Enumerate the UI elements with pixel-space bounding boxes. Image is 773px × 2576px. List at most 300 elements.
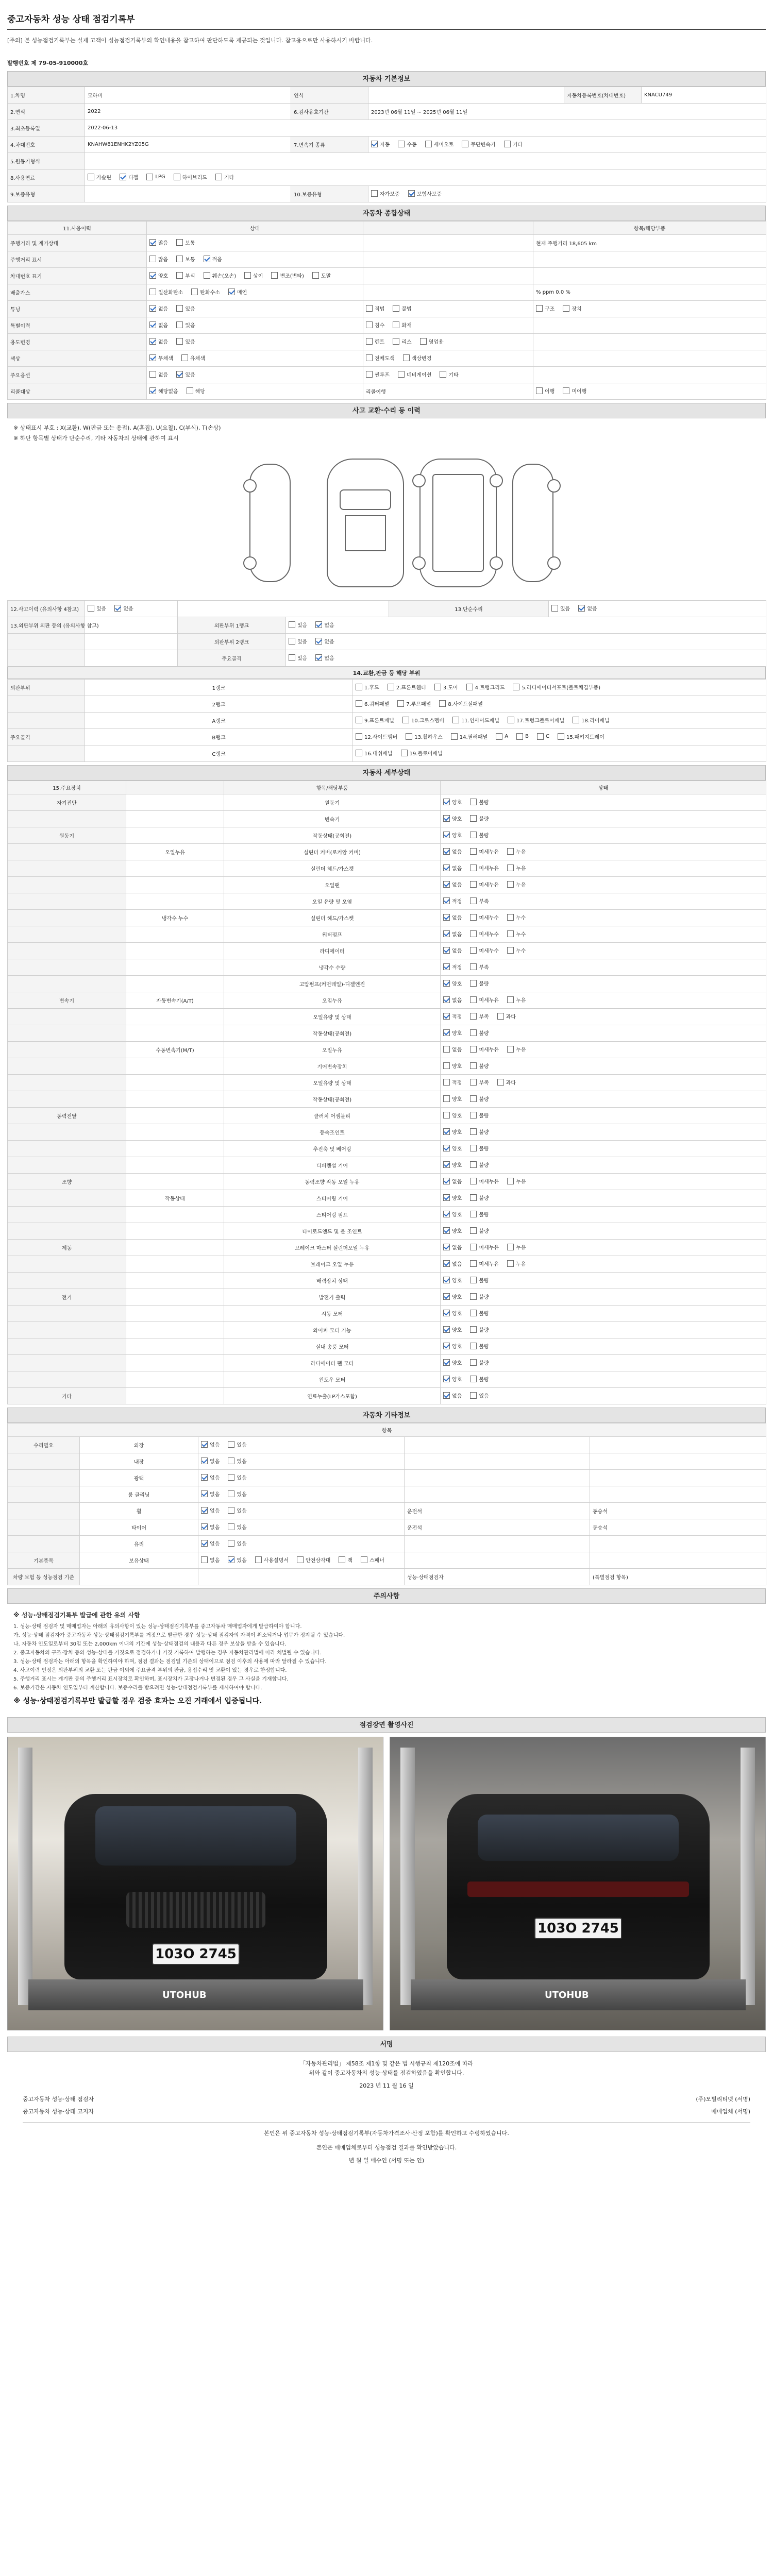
checkbox-icon[interactable] bbox=[443, 1293, 450, 1300]
checkbox-icon[interactable] bbox=[371, 190, 378, 197]
checkbox-icon[interactable] bbox=[443, 1128, 450, 1135]
checkbox-icon[interactable] bbox=[470, 897, 477, 904]
checkbox-icon[interactable] bbox=[470, 1376, 477, 1382]
detail-option[interactable] bbox=[507, 864, 526, 872]
checkbox-icon[interactable] bbox=[507, 881, 514, 888]
summary-option[interactable] bbox=[187, 387, 205, 395]
other-option[interactable] bbox=[228, 1539, 246, 1547]
detail-option[interactable] bbox=[507, 946, 526, 954]
other-option[interactable] bbox=[228, 1440, 246, 1448]
checkbox-icon[interactable] bbox=[443, 1277, 450, 1283]
checkbox-icon[interactable] bbox=[443, 1112, 450, 1118]
detail-option[interactable] bbox=[470, 880, 499, 888]
checkbox-icon[interactable] bbox=[149, 371, 156, 378]
checkbox-icon[interactable] bbox=[255, 1556, 262, 1563]
part-option[interactable] bbox=[466, 683, 505, 691]
other-option[interactable] bbox=[201, 1473, 220, 1481]
checkbox-icon[interactable] bbox=[507, 1244, 514, 1250]
summary-option[interactable] bbox=[176, 272, 195, 279]
detail-option[interactable] bbox=[443, 1144, 462, 1152]
summary-option[interactable] bbox=[271, 272, 304, 279]
checkbox-icon[interactable] bbox=[537, 733, 544, 740]
checkbox-icon[interactable] bbox=[470, 1392, 477, 1399]
checkbox-icon[interactable] bbox=[149, 338, 156, 345]
checkbox-icon[interactable] bbox=[443, 1227, 450, 1234]
summary-option[interactable] bbox=[149, 321, 168, 329]
detail-option[interactable] bbox=[443, 1309, 462, 1317]
other-option[interactable] bbox=[228, 1506, 246, 1514]
checkbox-icon[interactable] bbox=[443, 1211, 450, 1217]
checkbox-icon[interactable] bbox=[470, 832, 477, 838]
checkbox-icon[interactable] bbox=[470, 1062, 477, 1069]
checkbox-icon[interactable] bbox=[393, 338, 399, 345]
checkbox-icon[interactable] bbox=[443, 947, 450, 954]
checkbox-icon[interactable] bbox=[297, 1556, 304, 1563]
detail-option[interactable] bbox=[443, 880, 462, 888]
checkbox-icon[interactable] bbox=[507, 848, 514, 855]
rank-option[interactable] bbox=[315, 621, 334, 629]
part-option[interactable] bbox=[451, 733, 488, 740]
checkbox-icon[interactable] bbox=[425, 141, 432, 147]
checkbox-icon[interactable] bbox=[201, 1474, 208, 1481]
checkbox-icon[interactable] bbox=[443, 848, 450, 855]
rank-option[interactable] bbox=[315, 637, 334, 645]
detail-option[interactable] bbox=[470, 1359, 489, 1366]
checkbox-icon[interactable] bbox=[204, 272, 210, 279]
detail-option[interactable] bbox=[497, 1012, 516, 1020]
checkbox-icon[interactable] bbox=[470, 1079, 477, 1086]
detail-option[interactable] bbox=[497, 1078, 516, 1086]
fuel-option[interactable] bbox=[120, 173, 138, 181]
checkbox-icon[interactable] bbox=[466, 684, 473, 690]
checkbox-icon[interactable] bbox=[558, 733, 564, 740]
checkbox-icon[interactable] bbox=[393, 305, 399, 312]
summary-option[interactable] bbox=[149, 288, 183, 296]
detail-option[interactable] bbox=[507, 1260, 526, 1267]
summary-option[interactable] bbox=[228, 288, 247, 296]
part-option[interactable] bbox=[508, 716, 564, 724]
part-option[interactable] bbox=[558, 733, 604, 740]
checkbox-icon[interactable] bbox=[443, 1062, 450, 1069]
detail-option[interactable] bbox=[443, 1128, 462, 1136]
summary-option[interactable] bbox=[176, 255, 195, 263]
checkbox-icon[interactable] bbox=[507, 914, 514, 921]
repair-option[interactable] bbox=[551, 604, 570, 612]
checkbox-icon[interactable] bbox=[470, 799, 477, 805]
checkbox-icon[interactable] bbox=[443, 1178, 450, 1184]
checkbox-icon[interactable] bbox=[204, 256, 210, 262]
summary-option[interactable] bbox=[191, 288, 220, 296]
summary-right-option[interactable] bbox=[536, 387, 554, 395]
detail-option[interactable] bbox=[443, 1210, 462, 1218]
checkbox-icon[interactable] bbox=[497, 1079, 504, 1086]
summary-option[interactable] bbox=[204, 272, 236, 279]
checkbox-icon[interactable] bbox=[504, 141, 511, 147]
detail-option[interactable] bbox=[507, 880, 526, 888]
checkbox-icon[interactable] bbox=[551, 605, 558, 612]
checkbox-icon[interactable] bbox=[443, 1244, 450, 1250]
checkbox-icon[interactable] bbox=[470, 1194, 477, 1201]
detail-option[interactable] bbox=[443, 1326, 462, 1333]
fuel-option[interactable] bbox=[146, 174, 165, 180]
checkbox-icon[interactable] bbox=[88, 174, 94, 180]
checkbox-icon[interactable] bbox=[176, 256, 183, 262]
part-option[interactable] bbox=[537, 733, 549, 740]
rank-option[interactable] bbox=[289, 637, 307, 645]
checkbox-icon[interactable] bbox=[366, 321, 373, 328]
checkbox-icon[interactable] bbox=[507, 930, 514, 937]
checkbox-icon[interactable] bbox=[470, 1112, 477, 1118]
other-option[interactable] bbox=[228, 1473, 246, 1481]
checkbox-icon[interactable] bbox=[149, 239, 156, 246]
checkbox-icon[interactable] bbox=[443, 980, 450, 987]
checkbox-icon[interactable] bbox=[356, 700, 362, 707]
checkbox-icon[interactable] bbox=[201, 1458, 208, 1464]
other-option[interactable] bbox=[201, 1523, 220, 1531]
checkbox-icon[interactable] bbox=[443, 930, 450, 937]
checkbox-icon[interactable] bbox=[470, 1293, 477, 1300]
checkbox-icon[interactable] bbox=[315, 654, 322, 661]
checkbox-icon[interactable] bbox=[149, 321, 156, 328]
detail-option[interactable] bbox=[470, 1276, 489, 1284]
checkbox-icon[interactable] bbox=[443, 897, 450, 904]
summary-mid-option[interactable] bbox=[420, 337, 444, 345]
checkbox-icon[interactable] bbox=[402, 717, 409, 723]
other-option[interactable] bbox=[255, 1556, 289, 1564]
detail-option[interactable] bbox=[470, 1144, 489, 1152]
summary-option[interactable] bbox=[176, 370, 195, 378]
checkbox-icon[interactable] bbox=[339, 1556, 345, 1563]
checkbox-icon[interactable] bbox=[366, 371, 373, 378]
repair-option[interactable] bbox=[578, 604, 597, 612]
rank-option[interactable] bbox=[289, 654, 307, 662]
summary-option[interactable] bbox=[149, 272, 168, 279]
checkbox-icon[interactable] bbox=[470, 1343, 477, 1349]
detail-option[interactable] bbox=[470, 1326, 489, 1333]
checkbox-icon[interactable] bbox=[228, 1540, 234, 1547]
summary-mid-option[interactable] bbox=[366, 321, 384, 329]
part-option[interactable] bbox=[434, 683, 458, 691]
other-option[interactable] bbox=[228, 1556, 246, 1564]
checkbox-icon[interactable] bbox=[401, 750, 408, 756]
checkbox-icon[interactable] bbox=[443, 1260, 450, 1267]
checkbox-icon[interactable] bbox=[356, 733, 362, 740]
checkbox-icon[interactable] bbox=[366, 305, 373, 312]
checkbox-icon[interactable] bbox=[398, 371, 405, 378]
checkbox-icon[interactable] bbox=[443, 1359, 450, 1366]
checkbox-icon[interactable] bbox=[443, 1046, 450, 1053]
detail-option[interactable] bbox=[507, 996, 526, 1004]
checkbox-icon[interactable] bbox=[470, 963, 477, 970]
checkbox-icon[interactable] bbox=[443, 1376, 450, 1382]
detail-option[interactable] bbox=[443, 897, 462, 905]
detail-option[interactable] bbox=[470, 1227, 489, 1234]
checkbox-icon[interactable] bbox=[174, 174, 180, 180]
checkbox-icon[interactable] bbox=[443, 1029, 450, 1036]
checkbox-icon[interactable] bbox=[181, 354, 188, 361]
part-option[interactable] bbox=[356, 733, 397, 740]
checkbox-icon[interactable] bbox=[149, 289, 156, 295]
detail-option[interactable] bbox=[470, 1111, 489, 1119]
detail-option[interactable] bbox=[443, 1062, 462, 1070]
checkbox-icon[interactable] bbox=[149, 354, 156, 361]
other-option[interactable] bbox=[201, 1440, 220, 1448]
other-option[interactable] bbox=[228, 1523, 246, 1531]
checkbox-icon[interactable] bbox=[507, 1178, 514, 1184]
detail-option[interactable] bbox=[470, 897, 489, 905]
detail-option[interactable] bbox=[443, 1227, 462, 1234]
checkbox-icon[interactable] bbox=[176, 338, 183, 345]
checkbox-icon[interactable] bbox=[470, 1277, 477, 1283]
summary-option[interactable] bbox=[204, 255, 222, 263]
checkbox-icon[interactable] bbox=[497, 1013, 504, 1020]
summary-mid-option[interactable] bbox=[398, 370, 431, 378]
detail-option[interactable] bbox=[443, 1029, 462, 1037]
checkbox-icon[interactable] bbox=[443, 1161, 450, 1168]
detail-option[interactable] bbox=[507, 848, 526, 855]
detail-option[interactable] bbox=[470, 1062, 489, 1070]
part-option[interactable] bbox=[356, 749, 393, 757]
detail-option[interactable] bbox=[443, 1260, 462, 1267]
detail-option[interactable] bbox=[443, 831, 462, 839]
detail-option[interactable] bbox=[507, 1243, 526, 1251]
detail-option[interactable] bbox=[507, 913, 526, 921]
checkbox-icon[interactable] bbox=[496, 733, 502, 740]
rank-option[interactable] bbox=[289, 621, 307, 629]
checkbox-icon[interactable] bbox=[120, 174, 126, 180]
summary-option[interactable] bbox=[149, 239, 168, 246]
checkbox-icon[interactable] bbox=[470, 1260, 477, 1267]
checkbox-icon[interactable] bbox=[443, 1194, 450, 1201]
detail-option[interactable] bbox=[443, 1111, 462, 1119]
detail-option[interactable] bbox=[470, 1161, 489, 1168]
part-option[interactable] bbox=[388, 683, 426, 691]
checkbox-icon[interactable] bbox=[215, 174, 222, 180]
summary-option[interactable] bbox=[149, 255, 168, 263]
checkbox-icon[interactable] bbox=[573, 717, 579, 723]
checkbox-icon[interactable] bbox=[149, 387, 156, 394]
checkbox-icon[interactable] bbox=[388, 684, 394, 690]
checkbox-icon[interactable] bbox=[176, 321, 183, 328]
checkbox-icon[interactable] bbox=[361, 1556, 367, 1563]
checkbox-icon[interactable] bbox=[443, 1079, 450, 1086]
summary-mid-option[interactable] bbox=[393, 321, 411, 329]
checkbox-icon[interactable] bbox=[366, 338, 373, 345]
detail-option[interactable] bbox=[443, 1177, 462, 1185]
checkbox-icon[interactable] bbox=[201, 1540, 208, 1547]
detail-option[interactable] bbox=[507, 1177, 526, 1185]
checkbox-icon[interactable] bbox=[228, 289, 235, 295]
basic-option[interactable] bbox=[371, 140, 390, 148]
summary-mid-option[interactable] bbox=[366, 370, 390, 378]
summary-mid-option[interactable] bbox=[440, 370, 458, 378]
basic-option[interactable] bbox=[398, 140, 416, 148]
basic-option[interactable] bbox=[462, 140, 495, 148]
detail-option[interactable] bbox=[470, 1375, 489, 1383]
other-option[interactable] bbox=[201, 1457, 220, 1465]
detail-option[interactable] bbox=[443, 1359, 462, 1366]
detail-option[interactable] bbox=[443, 1293, 462, 1300]
checkbox-icon[interactable] bbox=[187, 387, 193, 394]
part-option[interactable] bbox=[439, 700, 483, 707]
checkbox-icon[interactable] bbox=[201, 1490, 208, 1497]
detail-option[interactable] bbox=[443, 946, 462, 954]
basic-option[interactable] bbox=[408, 190, 442, 197]
detail-option[interactable] bbox=[443, 1243, 462, 1251]
summary-option[interactable] bbox=[149, 337, 168, 345]
summary-option[interactable] bbox=[176, 304, 195, 312]
checkbox-icon[interactable] bbox=[451, 733, 458, 740]
detail-option[interactable] bbox=[443, 1375, 462, 1383]
checkbox-icon[interactable] bbox=[443, 865, 450, 871]
detail-option[interactable] bbox=[443, 996, 462, 1004]
checkbox-icon[interactable] bbox=[443, 799, 450, 805]
summary-option[interactable] bbox=[176, 321, 195, 329]
detail-option[interactable] bbox=[443, 1194, 462, 1201]
summary-option[interactable] bbox=[312, 272, 331, 279]
checkbox-icon[interactable] bbox=[470, 914, 477, 921]
basic-option[interactable] bbox=[371, 190, 400, 197]
detail-option[interactable] bbox=[470, 1045, 499, 1053]
part-option[interactable] bbox=[452, 716, 499, 724]
summary-mid-option[interactable] bbox=[393, 337, 411, 345]
checkbox-icon[interactable] bbox=[176, 272, 183, 279]
checkbox-icon[interactable] bbox=[434, 684, 441, 690]
checkbox-icon[interactable] bbox=[507, 865, 514, 871]
checkbox-icon[interactable] bbox=[578, 605, 585, 612]
detail-option[interactable] bbox=[470, 1078, 489, 1086]
checkbox-icon[interactable] bbox=[271, 272, 278, 279]
part-option[interactable] bbox=[516, 733, 529, 740]
summary-option[interactable] bbox=[149, 304, 168, 312]
other-option[interactable] bbox=[339, 1556, 352, 1564]
accident-option[interactable] bbox=[114, 604, 133, 612]
summary-mid-option[interactable] bbox=[366, 354, 395, 362]
part-option[interactable] bbox=[573, 716, 610, 724]
detail-option[interactable] bbox=[443, 963, 462, 971]
checkbox-icon[interactable] bbox=[420, 338, 427, 345]
checkbox-icon[interactable] bbox=[536, 305, 543, 312]
detail-option[interactable] bbox=[470, 1293, 489, 1300]
detail-option[interactable] bbox=[443, 864, 462, 872]
detail-option[interactable] bbox=[470, 848, 499, 855]
checkbox-icon[interactable] bbox=[443, 963, 450, 970]
fuel-option[interactable] bbox=[174, 173, 207, 181]
checkbox-icon[interactable] bbox=[191, 289, 198, 295]
checkbox-icon[interactable] bbox=[470, 865, 477, 871]
other-option[interactable] bbox=[297, 1556, 330, 1564]
checkbox-icon[interactable] bbox=[470, 1359, 477, 1366]
checkbox-icon[interactable] bbox=[443, 881, 450, 888]
checkbox-icon[interactable] bbox=[244, 272, 251, 279]
checkbox-icon[interactable] bbox=[289, 621, 295, 628]
checkbox-icon[interactable] bbox=[470, 1326, 477, 1333]
checkbox-icon[interactable] bbox=[439, 700, 446, 707]
checkbox-icon[interactable] bbox=[470, 947, 477, 954]
checkbox-icon[interactable] bbox=[443, 832, 450, 838]
checkbox-icon[interactable] bbox=[470, 1095, 477, 1102]
detail-option[interactable] bbox=[470, 1392, 489, 1399]
checkbox-icon[interactable] bbox=[397, 700, 404, 707]
checkbox-icon[interactable] bbox=[228, 1523, 234, 1530]
checkbox-icon[interactable] bbox=[470, 980, 477, 987]
checkbox-icon[interactable] bbox=[88, 605, 94, 612]
checkbox-icon[interactable] bbox=[470, 848, 477, 855]
checkbox-icon[interactable] bbox=[443, 1343, 450, 1349]
detail-option[interactable] bbox=[443, 913, 462, 921]
detail-option[interactable] bbox=[470, 963, 489, 971]
checkbox-icon[interactable] bbox=[201, 1441, 208, 1448]
checkbox-icon[interactable] bbox=[114, 605, 121, 612]
detail-option[interactable] bbox=[470, 1095, 489, 1103]
checkbox-icon[interactable] bbox=[393, 321, 399, 328]
checkbox-icon[interactable] bbox=[149, 305, 156, 312]
basic-option[interactable] bbox=[425, 140, 454, 148]
part-option[interactable] bbox=[356, 716, 394, 724]
checkbox-icon[interactable] bbox=[201, 1556, 208, 1563]
checkbox-icon[interactable] bbox=[403, 354, 410, 361]
summary-option[interactable] bbox=[149, 370, 168, 378]
checkbox-icon[interactable] bbox=[470, 1310, 477, 1316]
checkbox-icon[interactable] bbox=[398, 141, 405, 147]
part-option[interactable] bbox=[401, 749, 443, 757]
basic-option[interactable] bbox=[504, 140, 523, 148]
part-option[interactable] bbox=[356, 683, 379, 691]
checkbox-icon[interactable] bbox=[443, 1310, 450, 1316]
detail-option[interactable] bbox=[470, 930, 499, 938]
checkbox-icon[interactable] bbox=[228, 1556, 234, 1563]
detail-option[interactable] bbox=[470, 1309, 489, 1317]
other-option[interactable] bbox=[201, 1506, 220, 1514]
checkbox-icon[interactable] bbox=[443, 996, 450, 1003]
other-option[interactable] bbox=[201, 1556, 220, 1564]
detail-option[interactable] bbox=[443, 798, 462, 806]
checkbox-icon[interactable] bbox=[371, 141, 378, 147]
checkbox-icon[interactable] bbox=[228, 1458, 234, 1464]
detail-option[interactable] bbox=[470, 1029, 489, 1037]
checkbox-icon[interactable] bbox=[470, 1227, 477, 1234]
detail-option[interactable] bbox=[470, 798, 489, 806]
detail-option[interactable] bbox=[470, 913, 499, 921]
checkbox-icon[interactable] bbox=[507, 947, 514, 954]
checkbox-icon[interactable] bbox=[516, 733, 523, 740]
checkbox-icon[interactable] bbox=[176, 239, 183, 246]
detail-option[interactable] bbox=[443, 1392, 462, 1399]
checkbox-icon[interactable] bbox=[443, 1013, 450, 1020]
detail-option[interactable] bbox=[443, 848, 462, 855]
checkbox-icon[interactable] bbox=[563, 387, 569, 394]
checkbox-icon[interactable] bbox=[563, 305, 569, 312]
fuel-option[interactable] bbox=[215, 173, 234, 181]
checkbox-icon[interactable] bbox=[356, 750, 362, 756]
checkbox-icon[interactable] bbox=[462, 141, 468, 147]
detail-option[interactable] bbox=[443, 1078, 462, 1086]
summary-right-option[interactable] bbox=[536, 304, 554, 312]
summary-option[interactable] bbox=[244, 272, 263, 279]
part-option[interactable] bbox=[406, 733, 443, 740]
checkbox-icon[interactable] bbox=[443, 1326, 450, 1333]
part-option[interactable] bbox=[356, 700, 389, 707]
fuel-option[interactable] bbox=[88, 173, 111, 181]
detail-option[interactable] bbox=[470, 1260, 499, 1267]
checkbox-icon[interactable] bbox=[470, 1029, 477, 1036]
checkbox-icon[interactable] bbox=[470, 1244, 477, 1250]
detail-option[interactable] bbox=[470, 1012, 489, 1020]
checkbox-icon[interactable] bbox=[470, 1128, 477, 1135]
detail-option[interactable] bbox=[443, 1342, 462, 1350]
detail-option[interactable] bbox=[507, 1045, 526, 1053]
detail-option[interactable] bbox=[470, 831, 489, 839]
